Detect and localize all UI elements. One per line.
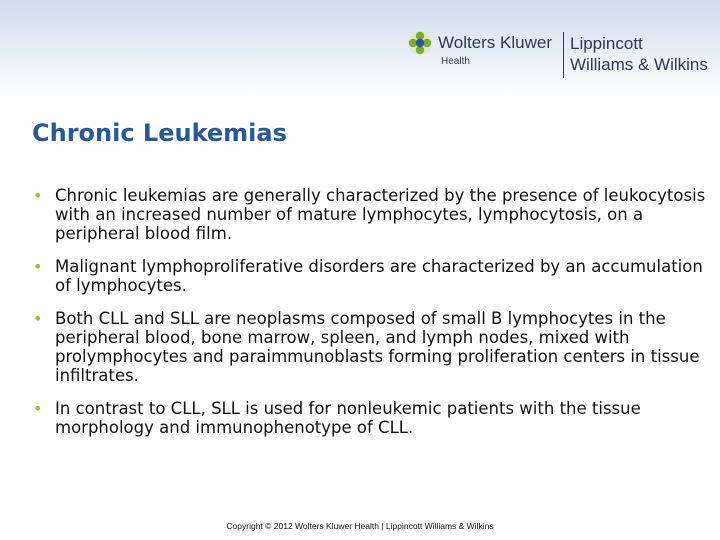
- williams-wilkins-name: Williams & Wilkins: [570, 55, 708, 74]
- bullet-text: In contrast to CLL, SLL is used for nonleukemic patients with the tissue morphology and immunophenotype of CLL.: [55, 399, 641, 437]
- bullet-dot-icon: •: [33, 399, 43, 418]
- lippincott-name: Lippincott: [570, 34, 643, 53]
- bullet-dot-icon: •: [33, 309, 43, 328]
- bullet-text: Malignant lymphoproliferative disorders are characterized by an accumulation of lymphocytes.: [55, 257, 703, 295]
- copyright-footer: Copyright © 2012 Wolters Kluwer Health | Lippincott Williams & Wilkins: [226, 521, 494, 531]
- bullet-text: Chronic leukemias are generally characterized by the presence of leukocytosis with an increased number of mature lymphocytes, lymphocytosis, on a peripheral blood film.: [55, 186, 706, 243]
- bullet-item: [32, 399, 712, 437]
- bullet-dot-icon: •: [33, 186, 43, 205]
- publisher-logo: [407, 28, 717, 80]
- bullet-item: [32, 309, 712, 385]
- wolters-kluwer-name: Wolters Kluwer: [438, 33, 552, 52]
- bullet-item: [32, 257, 712, 295]
- logo-divider: [563, 32, 564, 78]
- wolters-kluwer-logo-icon: [407, 30, 433, 56]
- slide-title: Chronic Leukemias: [32, 119, 287, 147]
- bullet-list: [32, 186, 712, 451]
- wolters-kluwer-health-label: Health: [441, 56, 470, 67]
- bullet-item: [32, 186, 712, 243]
- bullet-text: Both CLL and SLL are neoplasms composed of small B lymphocytes in the peripheral blood, bone marrow, spleen, and lymph nodes, mixed with prolymphocytes and paraimmunoblasts forming proliferation centers in tissue infiltrates.: [55, 309, 700, 385]
- bullet-dot-icon: •: [33, 257, 43, 276]
